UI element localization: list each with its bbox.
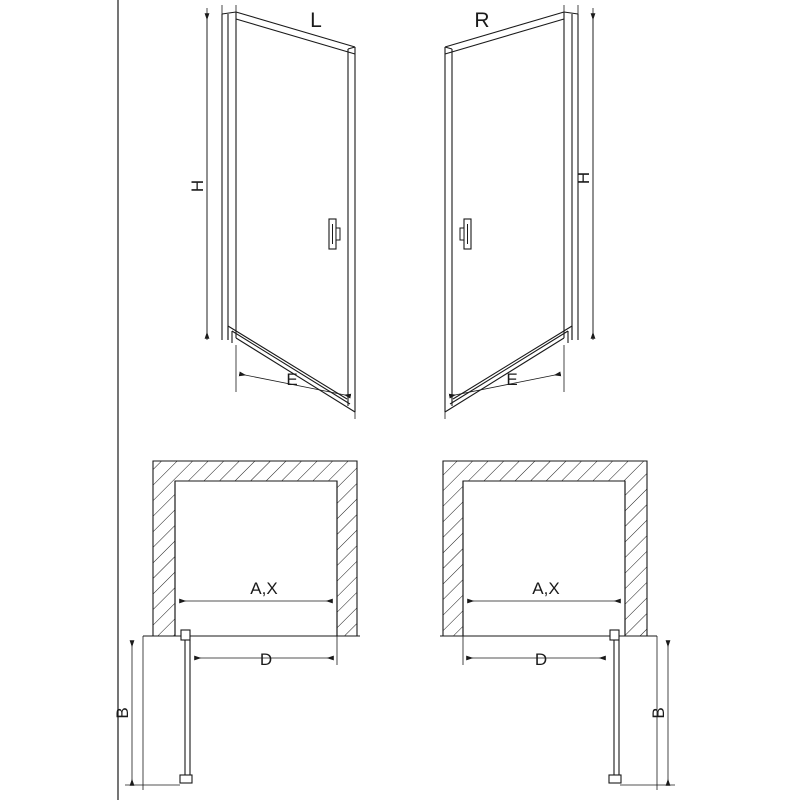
dim-label-swing-left: B: [113, 707, 132, 719]
dim-label-width-right: E: [506, 370, 518, 389]
door-leaf-end-left: [180, 775, 192, 783]
dim-label-swing-right: B: [649, 707, 668, 719]
hinge-post-right: [610, 630, 619, 640]
door-handle-right: [460, 219, 471, 249]
front-elevation-right: [445, 5, 593, 419]
door-handle-left: [329, 219, 340, 249]
hinge-post-left: [181, 630, 190, 640]
dim-label-width-left: E: [286, 370, 298, 389]
dim-label-opening-left: A,X: [250, 579, 278, 598]
door-leaf-end-right: [609, 775, 621, 783]
front-elevation-left: [188, 5, 355, 419]
dim-label-opening-right: A,X: [532, 579, 560, 598]
plan-view-right: [440, 461, 675, 790]
wall-hatch-right: [443, 461, 647, 636]
variant-label-right: R: [474, 9, 490, 32]
wall-hatch-left: [153, 461, 357, 636]
plan-view-left: [113, 461, 360, 790]
dim-label-height-left: H: [188, 179, 207, 193]
variant-label-left: L: [310, 9, 322, 32]
dim-label-door-right: D: [534, 650, 548, 669]
dim-label-door-left: D: [259, 650, 273, 669]
dim-label-height-right: H: [574, 171, 593, 185]
